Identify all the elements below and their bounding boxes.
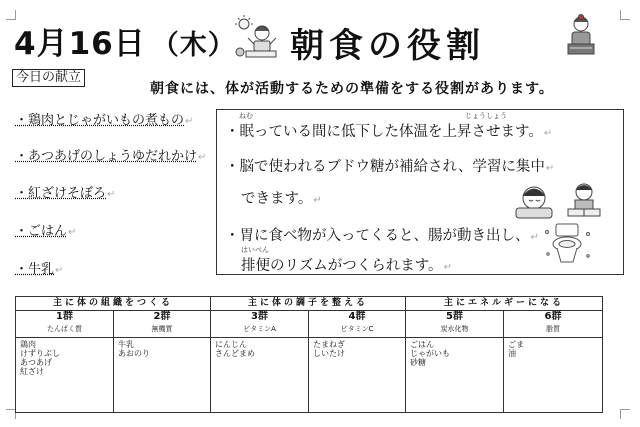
- menu-item: ・あつあげのしょうゆだれかけ↵: [15, 149, 207, 164]
- menu-item: ・牛乳↵: [15, 262, 64, 277]
- food-group-table: [15, 296, 603, 413]
- food-list-cell: ごはん じゃがいも 砂糖: [406, 338, 504, 413]
- food-group-name: 2群 無機質: [114, 311, 211, 338]
- food-list-cell: 鶏肉 けずりぶし あつあげ 紅ざけ: [16, 338, 114, 413]
- todays-menu-label: 今日の献立: [12, 69, 85, 87]
- food-group-name: 5群 炭水化物: [406, 311, 504, 338]
- page-title: [14, 18, 236, 63]
- ruby-text: はいべん: [241, 246, 269, 254]
- breakfast-role-box: [216, 109, 624, 275]
- food-list-cell: にんじん さんどまめ: [211, 338, 309, 413]
- info-line: ・胃に食べ物が入ってくると、腸が動き出し、↵: [225, 228, 539, 244]
- food-list-cell: たまねぎ しいたけ: [309, 338, 406, 413]
- ruby-text: ねむ: [239, 112, 253, 120]
- date-text: 4月16日: [14, 26, 146, 62]
- role-title: 朝食の役割: [290, 26, 485, 66]
- ruby-text: じょうしょう: [465, 112, 507, 120]
- page-corner-mark: [620, 409, 630, 419]
- cook-illustration: [563, 14, 599, 58]
- info-line: できます。↵: [241, 191, 322, 207]
- food-category-header: 主に体の調子を整える: [211, 297, 406, 311]
- info-line: 排便のリズムがつくられます。↵: [241, 258, 452, 274]
- studying-child-illustration: [564, 180, 604, 220]
- menu-item: ・鶏肉とじゃがいもの煮もの↵: [15, 113, 194, 128]
- info-line: ・脳で使われるブドウ糖が補給され、学習に集中↵: [225, 159, 555, 175]
- info-line: ・眠っている間に低下した体温を上昇させます。↵: [225, 124, 553, 140]
- food-list-cell: ごま 油: [504, 338, 603, 413]
- food-group-name: 4群 ビタミンC: [309, 311, 406, 338]
- food-category-header: 主に体の組織をつくる: [16, 297, 211, 311]
- intro-text: 朝食には、体が活動するための準備をする役割があります。: [150, 81, 554, 97]
- morning-child-illustration: [232, 14, 280, 60]
- food-list-cell: 牛乳 あおのり: [114, 338, 211, 413]
- food-group-name: 1群 たんぱく質: [16, 311, 114, 338]
- food-group-name: 6群 脂質: [504, 311, 603, 338]
- menu-item: ・ごはん↵: [15, 224, 77, 239]
- toilet-illustration: [542, 222, 594, 266]
- food-group-name: 3群 ビタミンA: [211, 311, 309, 338]
- page-corner-mark: [620, 10, 630, 20]
- sleeping-child-illustration: [512, 180, 556, 220]
- weekday-text: （木）: [151, 30, 236, 61]
- food-category-header: 主にエネルギーになる: [406, 297, 603, 311]
- menu-item: ・紅ざけそぼろ↵: [15, 186, 116, 201]
